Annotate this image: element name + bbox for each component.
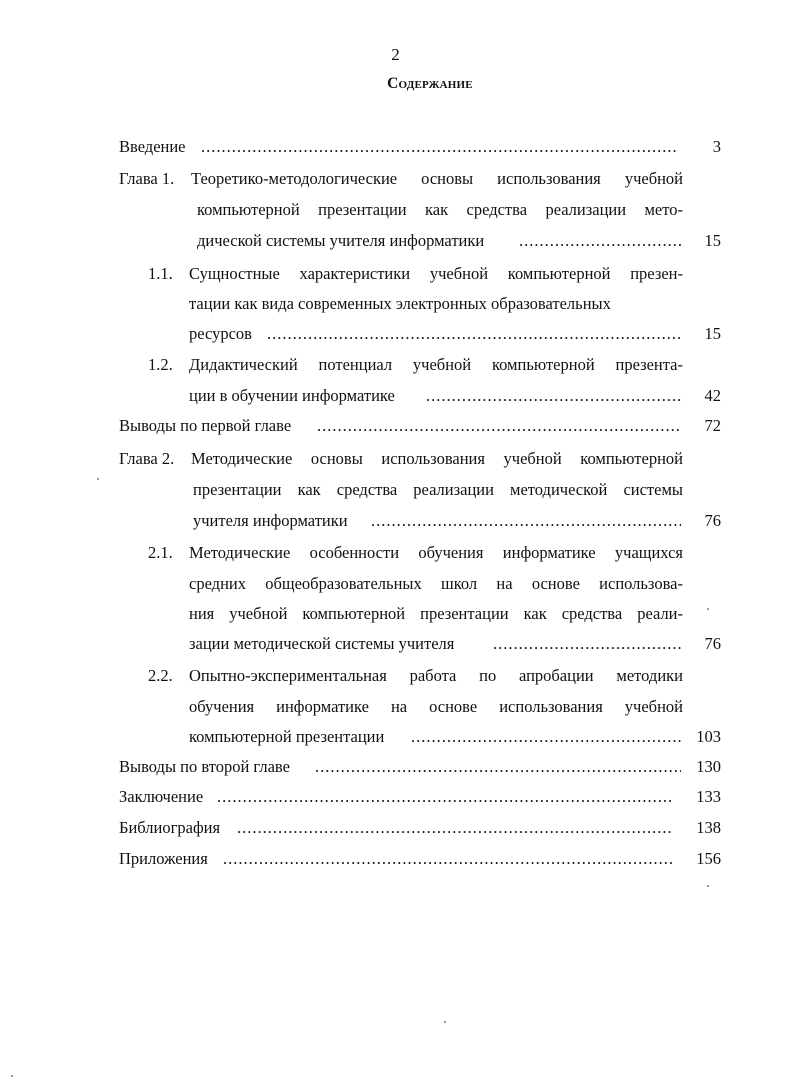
- toc-entry-page: 76: [704, 511, 721, 530]
- toc-heading: Содержание: [387, 75, 473, 92]
- toc-entry-chapter-1-end: [119, 225, 721, 256]
- toc-entry-line: учителя информатики: [193, 511, 348, 530]
- scan-speck: [707, 885, 709, 887]
- toc-entry-page: 42: [704, 386, 721, 405]
- scan-speck: [97, 478, 99, 480]
- toc-entry-line: тации как вида современных электронных образовательных: [189, 294, 611, 313]
- toc-entry-line: Опытно-экспериментальная работа по апробации методики: [189, 666, 683, 685]
- toc-entry-line: Методические особенности обучения информатике учащихся: [189, 543, 683, 562]
- toc-entry-label: Выводы по первой главе: [119, 416, 292, 435]
- toc-entry-section-2-1-cont-2: [119, 598, 721, 629]
- toc-entry-line: дической системы учителя информатики: [197, 231, 485, 250]
- toc-entry-line: ния учебной компьютерной презентации как средства реали-: [189, 604, 683, 623]
- dot-leader: [223, 843, 673, 874]
- dot-leader: [267, 318, 681, 349]
- toc-entry-line: Методические основы использования учебной компьютерной: [191, 449, 683, 468]
- toc-entry-page: 15: [704, 324, 721, 343]
- toc-entry-chapter-2-conclusions: [119, 751, 721, 782]
- dot-leader: [411, 721, 681, 752]
- toc-entry-line: обучения информатике на основе использования учебной: [189, 697, 683, 716]
- toc-entry-page: 72: [704, 416, 721, 435]
- dot-leader: [493, 628, 681, 659]
- toc-entry-section-1-2: [119, 349, 721, 380]
- scan-speck: [707, 608, 709, 610]
- toc-entry-line: презентации как средства реализации методической системы: [193, 480, 683, 499]
- toc-entry-chapter-1: [119, 163, 721, 194]
- toc-entry-label: Введение: [119, 137, 186, 156]
- toc-entry-line: Сущностные характеристики учебной компьютерной презен-: [189, 264, 683, 283]
- toc-entry-label: Заключение: [119, 787, 204, 806]
- toc-entry-line: зации методической системы учителя: [189, 634, 455, 653]
- toc-entry-number: Глава 2.: [119, 449, 175, 468]
- toc-entry-page: 76: [704, 634, 721, 653]
- toc-entry-chapter-1-cont: [119, 194, 721, 225]
- toc-entry-section-1-2-end: [119, 380, 721, 411]
- dot-leader: [519, 225, 681, 256]
- toc-entry-page: 130: [696, 757, 721, 776]
- toc-entry-number: 2.1.: [148, 543, 173, 562]
- toc-entry-section-2-1-end: [119, 628, 721, 659]
- toc-entry-number: 2.2.: [148, 666, 173, 685]
- dot-leader: [371, 505, 681, 536]
- toc-entry-number: 1.2.: [148, 355, 173, 374]
- toc-entry-chapter-1-conclusions: [119, 410, 721, 441]
- toc-entry-line: компьютерной презентации как средства реализации мето-: [197, 200, 683, 219]
- toc-entry-page: 3: [712, 137, 721, 156]
- toc-entry-section-2-2-cont: [119, 691, 721, 722]
- dot-leader: [426, 380, 681, 411]
- toc-entry-line: Теоретико-методологические основы использования учебной: [191, 169, 683, 188]
- toc-entry-number: Глава 1.: [119, 169, 175, 188]
- toc-entry-page: 156: [696, 849, 721, 868]
- dot-leader: [315, 751, 681, 782]
- toc-entry-conclusion: [119, 781, 721, 812]
- dot-leader: [217, 781, 673, 812]
- toc-entry-line: ресурсов: [189, 324, 252, 343]
- dot-leader: [201, 131, 677, 162]
- toc-entry-section-2-1-cont-1: [119, 568, 721, 599]
- toc-entry-number: 1.1.: [148, 264, 173, 283]
- toc-entry-chapter-2-end: [119, 505, 721, 536]
- toc-entry-line: компьютерной презентации: [189, 727, 385, 746]
- scan-speck: [444, 1021, 446, 1023]
- toc-entry-section-2-2-end: [119, 721, 721, 752]
- toc-entry-chapter-2-cont: [119, 474, 721, 505]
- toc-entry-section-1-1-end: [119, 318, 721, 349]
- toc-entry-section-1-1: [119, 258, 721, 289]
- toc-entry-section-1-1-cont: [119, 288, 721, 319]
- scan-speck: [11, 1075, 13, 1077]
- toc-entry-page: 133: [696, 787, 721, 806]
- toc-entry-page: 15: [704, 231, 721, 250]
- toc-entry-section-2-1: [119, 537, 721, 568]
- toc-entry-chapter-2: [119, 443, 721, 474]
- toc-entry-page: 103: [696, 727, 721, 746]
- toc-entry-appendices: [119, 843, 721, 874]
- dot-leader: [237, 812, 673, 843]
- toc-entry-bibliography: [119, 812, 721, 843]
- toc-entry-line: ции в обучении информатике: [189, 386, 395, 405]
- toc-entry-label: Библиография: [119, 818, 221, 837]
- toc-entry-line: Дидактический потенциал учебной компьютерной презента-: [189, 355, 683, 374]
- toc-entry-label: Выводы по второй главе: [119, 757, 290, 776]
- toc-entry-label: Приложения: [119, 849, 208, 868]
- toc-entry-line: средних общеобразовательных школ на основе использова-: [189, 574, 683, 593]
- toc-entry-section-2-2: [119, 660, 721, 691]
- dot-leader: [317, 410, 681, 441]
- toc-entry-page: 138: [696, 818, 721, 837]
- page-number: 2: [391, 45, 400, 64]
- toc-entry-introduction: [119, 131, 721, 162]
